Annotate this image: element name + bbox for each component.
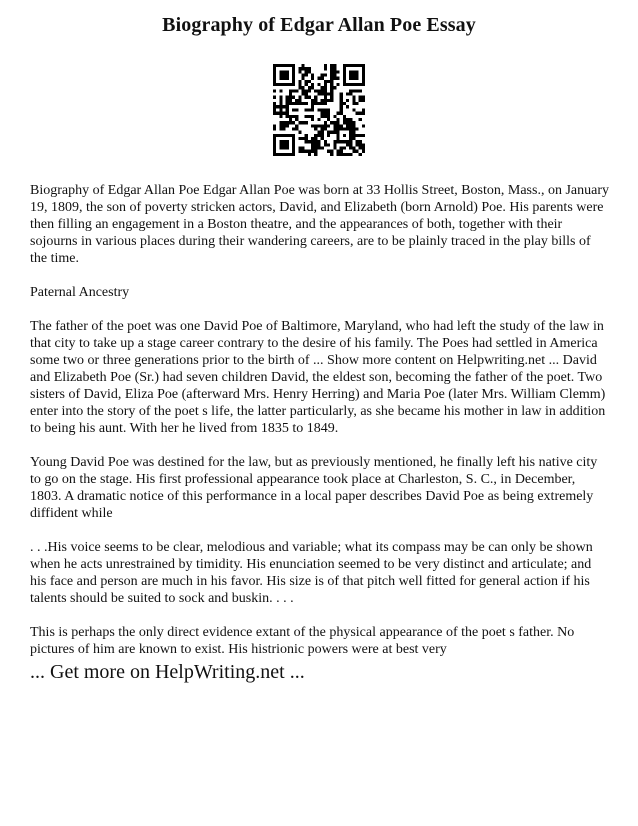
document-body [30,182,610,675]
document-title: Biography of Edgar Allan Poe Essay [162,14,476,36]
section-heading-paternal-ancestry: Paternal Ancestry [30,285,130,300]
paragraph-father: The father of the poet was one David Poe of Baltimore, Maryland, who had left the study of the law in that city to take up a stage career contrary to the desire of his family. The Poes had settled in America some two or three generations prior to the birth of ... Show more content on Helpwriting.net ... David and Elizabeth Poe (Sr.) had seven children David, the eldest son, becoming the father of the poet. Two sisters of David, Eliza Poe (afterward Mrs. Henry Herring) and Maria Poe (later Mrs. William Clemm) enter into the story of the poet s life, the latter particularly, as she became his mother in law in addition to being his aunt. With her he lived from 1835 to 1849. [30,319,606,436]
qr-code-icon [273,64,365,156]
paragraph-quote: . . .His voice seems to be clear, melodious and variable; what its compass may be can only be shown when he acts unrestrained by timidity. His enunciation seemed to be very distinct and articulate; and his face and person are much in his favor. His size is of that pitch well fitted for general action if his talents should be suited to sock and buskin. . . . [30,540,593,606]
paragraph-young-david: Young David Poe was destined for the law, but as previously mentioned, he finally left his native city to go on the stage. His first professional appearance took place at Charleston, S. C., in December, 1803. A dramatic notice of this performance in a local paper describes David Poe as being extremely diffident while [30,455,598,521]
paragraph-evidence: This is perhaps the only direct evidence extant of the physical appearance of the poet s father. No pictures of him are known to exist. His histrionic powers were at best very [30,625,575,657]
paragraph-intro: Biography of Edgar Allan Poe Edgar Allan Poe was born at 33 Hollis Street, Boston, Mass., on January 19, 1809, the son of poverty stricken actors, David, and Elizabeth (born Arnold) Poe. His parents were then filling an engagement in a Boston theatre, and the appearances of both, together with their sojourns in various places during their wandering careers, are to be plainly traced in the play bills of the time. [30,183,609,266]
get-more-link[interactable]: ... Get more on HelpWriting.net ... [30,661,305,683]
